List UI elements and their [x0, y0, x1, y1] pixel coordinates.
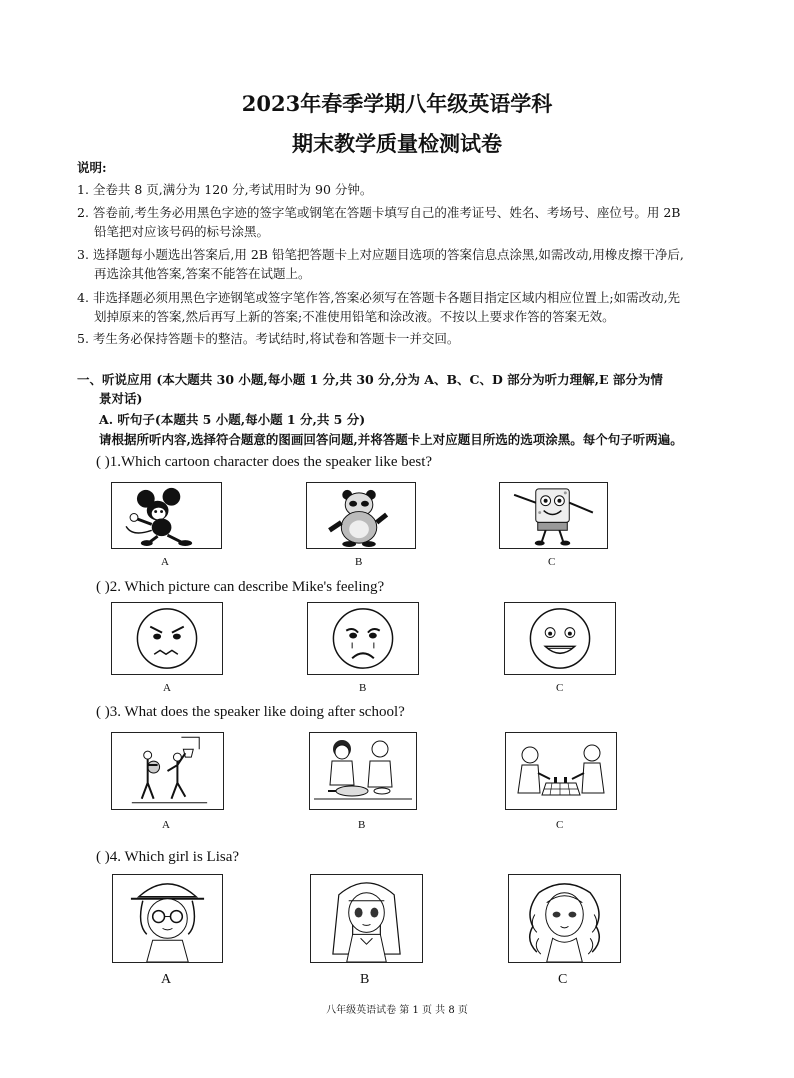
sad-face-icon: [308, 603, 418, 674]
question-2-stem: ( )2. Which picture can describe Mike's feeling?: [96, 579, 385, 595]
option-4a-image[interactable]: [112, 874, 223, 963]
question-4-stem: ( )4. Which girl is Lisa?: [96, 849, 240, 865]
option-3b-image[interactable]: [309, 732, 417, 810]
girl-with-hat-glasses-icon: [113, 875, 222, 962]
mickey-mouse-icon: [112, 483, 221, 548]
exam-title-line1: 2023年春季学期八年级英语学科: [241, 91, 553, 116]
option-1b-image[interactable]: [306, 482, 416, 549]
instruction-line: 3. 选择题每小题选出答案后,用 2B 铅笔把答题卡上对应题目选项的答案信息点涂黑,如需改动,用橡皮擦干净后,: [77, 247, 684, 262]
option-1c-image[interactable]: [499, 482, 608, 549]
instructions-heading: 说明:: [77, 160, 107, 175]
option-2c-label: C: [556, 682, 564, 694]
exam-title-line2: 期末教学质量检测试卷: [292, 131, 502, 156]
instruction-line: 5. 考生务必保持答题卡的整洁。考试结时,将试卷和答题卡一并交回。: [77, 331, 460, 346]
basketball-players-icon: [112, 733, 223, 809]
angry-face-icon: [112, 603, 222, 674]
option-1c-label: C: [548, 556, 556, 568]
question-3-stem: ( )3. What does the speaker like doing after school?: [96, 704, 405, 720]
girl-long-straight-hair-icon: [311, 875, 422, 962]
cooking-boys-icon: [310, 733, 416, 809]
option-1b-label: B: [355, 556, 363, 568]
option-4b-label: B: [360, 972, 370, 987]
option-1a-label: A: [161, 556, 169, 568]
chess-players-icon: [506, 733, 616, 809]
option-3b-label: B: [358, 819, 366, 831]
option-3c-label: C: [556, 819, 564, 831]
instruction-line: 铅笔把对应该号码的标号涂黑。: [94, 224, 270, 239]
page-footer: 八年级英语试卷 第 1 页 共 8 页: [326, 1005, 468, 1016]
option-2a-image[interactable]: [111, 602, 223, 675]
instruction-line: 2. 答卷前,考生务必用黑色字迹的签字笔或钢笔在答题卡填写自己的准考证号、姓名、考场号、座位号。用 2B: [77, 205, 681, 220]
option-2b-label: B: [359, 682, 367, 694]
option-2c-image[interactable]: [504, 602, 616, 675]
instruction-line: 1. 全卷共 8 页,满分为 120 分,考试用时为 90 分钟。: [77, 182, 373, 197]
section-heading-cont: 景对话): [99, 391, 143, 406]
option-1a-image[interactable]: [111, 482, 222, 549]
kung-fu-panda-icon: [307, 483, 415, 548]
option-4c-label: C: [558, 972, 568, 987]
option-3c-image[interactable]: [505, 732, 617, 810]
spongebob-icon: [500, 483, 607, 548]
instruction-line: 4. 非选择题必须用黑色字迹钢笔或签字笔作答,答案必须写在答题卡各题目指定区域内相应位置上;如需改动,先: [77, 290, 681, 305]
option-4a-label: A: [161, 972, 172, 987]
instruction-line: 划掉原来的答案,然后再写上新的答案;不准使用铅笔和涂改液。不按以上要求作答的答案无效。: [94, 309, 615, 324]
girl-curly-hair-icon: [509, 875, 620, 962]
question-1-stem: ( )1.Which cartoon character does the speaker like best?: [96, 454, 433, 470]
option-3a-image[interactable]: [111, 732, 224, 810]
part-a-instruction: 请根据所听内容,选择符合题意的图画回答问题,并将答题卡上对应题目所选的选项涂黑。每个句子听两遍。: [99, 432, 683, 447]
option-2a-label: A: [163, 682, 171, 694]
section-heading: 一、听说应用 (本大题共 30 小题,每小题 1 分,共 30 分,分为 A、B、C、D 部分为听力理解,E 部分为情: [77, 372, 663, 387]
instruction-line: 再选涂其他答案,答案不能答在试题上。: [94, 266, 311, 281]
part-a-heading: A. 听句子(本题共 5 小题,每小题 1 分,共 5 分): [99, 412, 366, 427]
option-4b-image[interactable]: [310, 874, 423, 963]
option-4c-image[interactable]: [508, 874, 621, 963]
option-3a-label: A: [162, 819, 170, 831]
happy-face-icon: [505, 603, 615, 674]
option-2b-image[interactable]: [307, 602, 419, 675]
